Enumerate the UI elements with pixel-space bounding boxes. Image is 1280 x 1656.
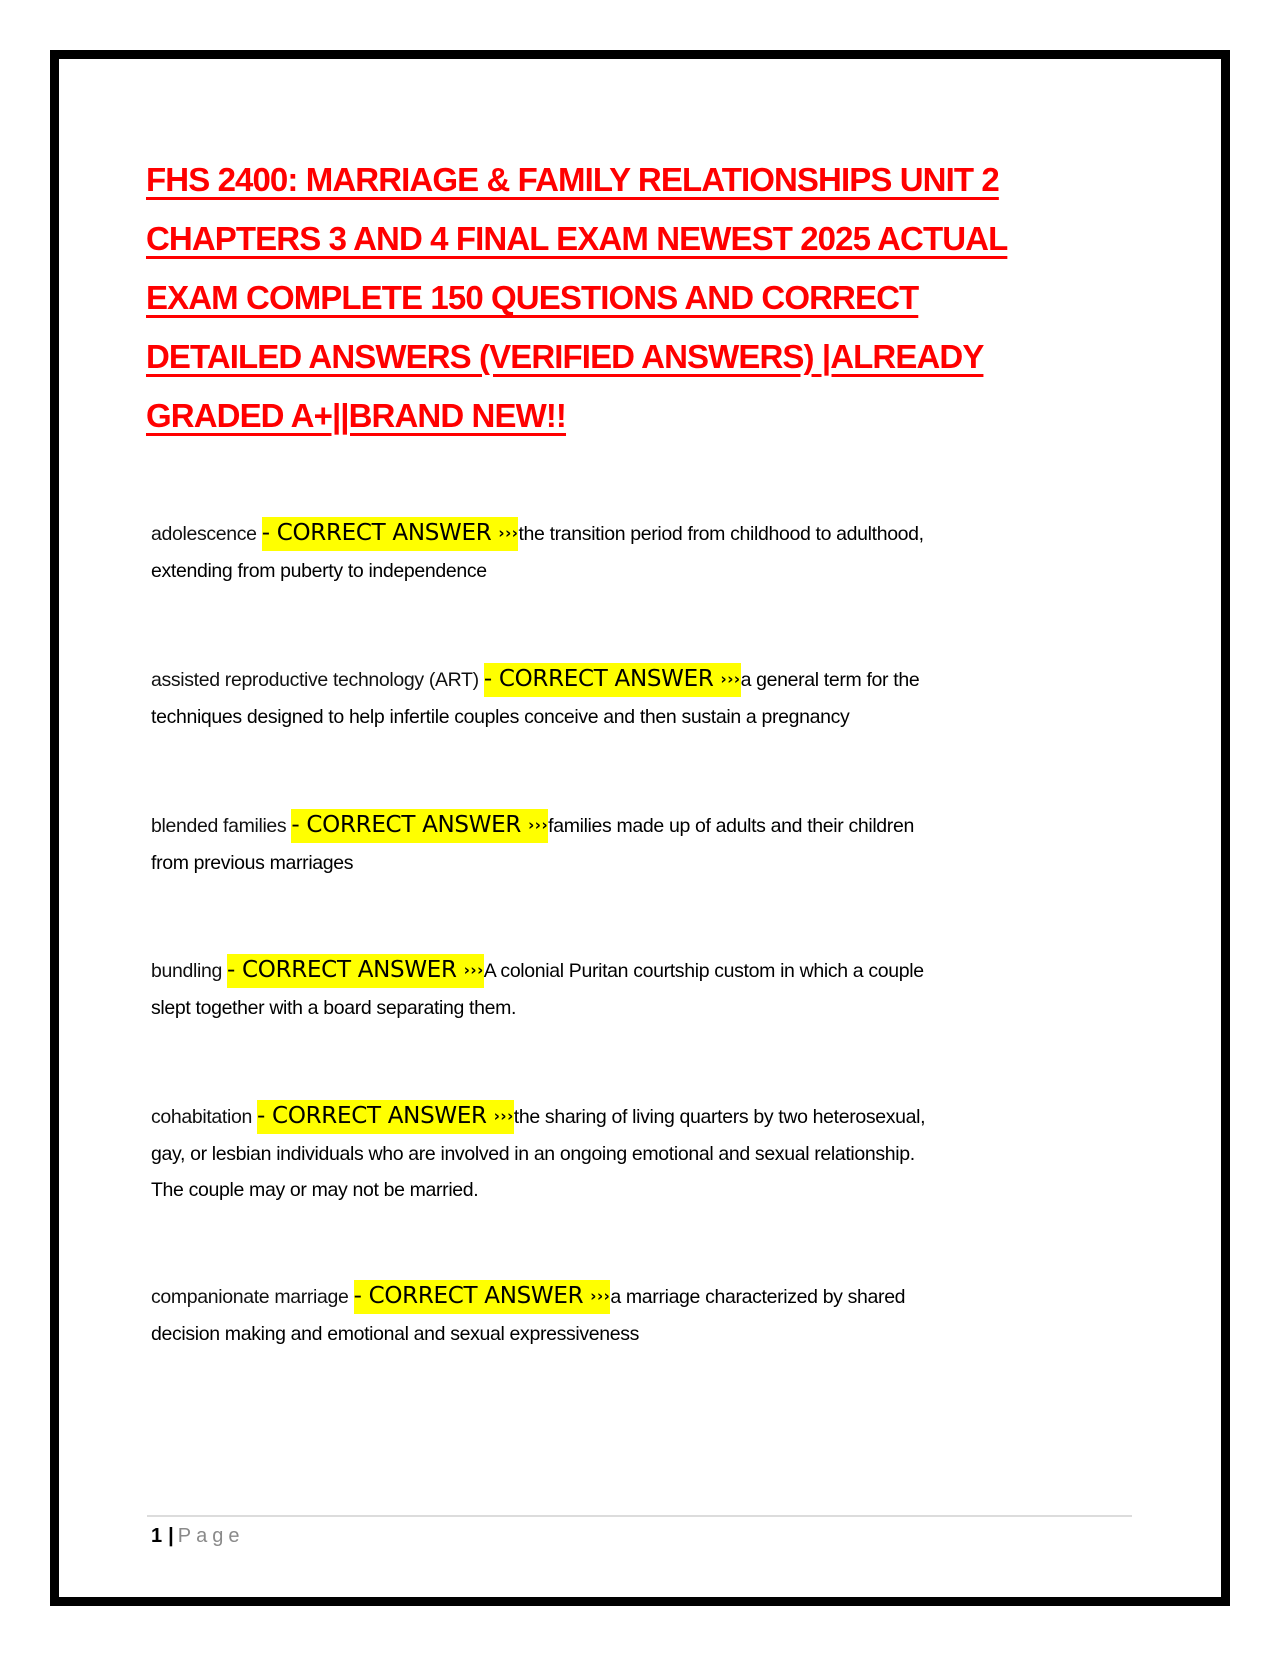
entry-line (151, 1098, 1141, 1136)
entry-definition-continued: from previous marriages (151, 852, 354, 874)
page-footer (151, 1522, 244, 1550)
correct-answer-marker (484, 663, 741, 697)
marker-label: - CORRECT ANSWER (483, 666, 721, 692)
correct-answer-marker (262, 517, 519, 551)
marker-label: - CORRECT ANSWER (227, 957, 464, 983)
title-line-4: DETAILED ANSWERS (VERIFIED ANSWERS) |ALREADY (146, 338, 984, 375)
entry-definition-continued: The couple may or may not be married. (151, 1179, 479, 1201)
triple-chevron-right-icon: ››› (463, 961, 484, 979)
triple-chevron-right-icon: ››› (498, 524, 519, 542)
triple-chevron-right-icon: ››› (720, 670, 741, 688)
page-separator: | (168, 1525, 174, 1547)
entry-definition: the transition period from childhood to adulthood, (518, 523, 924, 545)
correct-answer-marker (291, 809, 548, 843)
entry-term: adolescence (151, 523, 262, 545)
qa-entry-companionate-marriage (151, 1278, 1141, 1352)
entry-term: companionate marriage (151, 1286, 354, 1308)
qa-entry-assisted-reproductive-technology (151, 661, 1141, 735)
entry-line (151, 952, 1141, 990)
title-line-1: FHS 2400: MARRIAGE & FAMILY RELATIONSHIPS UNIT 2 (146, 161, 999, 198)
correct-answer-marker (354, 1280, 611, 1314)
triple-chevron-right-icon: ››› (590, 1287, 611, 1305)
entry-definition-continued: extending from puberty to independence (151, 560, 487, 582)
entry-term: bundling (151, 960, 228, 982)
entry-definition: a marriage characterized by shared (610, 1286, 906, 1308)
page-number: 1 (151, 1525, 163, 1547)
marker-label: - CORRECT ANSWER (261, 520, 499, 546)
page-label: Page (177, 1525, 245, 1547)
marker-label: - CORRECT ANSWER (257, 1103, 494, 1129)
qa-entry-blended-families (151, 807, 1141, 881)
entry-definition-continued: gay, or lesbian individuals who are involved in an ongoing emotional and sexual relationship. (151, 1143, 915, 1165)
entry-definition: families made up of adults and their children (548, 815, 914, 837)
document-title (146, 150, 1136, 445)
qa-entry-bundling (151, 952, 1141, 1026)
title-line-2: CHAPTERS 3 AND 4 FINAL EXAM NEWEST 2025 ACTUAL (146, 220, 1008, 257)
entry-term: assisted reproductive technology (ART) (151, 669, 484, 691)
entry-term: blended families (151, 815, 292, 837)
entry-line (151, 807, 1141, 845)
entry-definition-continued: techniques designed to help infertile couples conceive and then sustain a pregnancy (151, 706, 850, 728)
triple-chevron-right-icon: ››› (528, 816, 549, 834)
marker-label: - CORRECT ANSWER (353, 1283, 591, 1309)
qa-entry-cohabitation (151, 1098, 1141, 1208)
qa-entry-adolescence (151, 515, 1141, 589)
title-line-5: GRADED A+||BRAND NEW!! (146, 397, 567, 434)
entry-definition-continued: decision making and emotional and sexual expressiveness (151, 1323, 640, 1345)
correct-answer-marker (227, 954, 484, 988)
entry-definition: A colonial Puritan courtship custom in which a couple (483, 960, 924, 982)
entry-definition: the sharing of living quarters by two heterosexual, (513, 1106, 926, 1128)
entry-line (151, 1278, 1141, 1316)
correct-answer-marker (257, 1100, 514, 1134)
footer-divider (147, 1515, 1132, 1517)
entry-definition: a general term for the (740, 669, 920, 691)
entry-line (151, 515, 1141, 553)
triple-chevron-right-icon: ››› (493, 1107, 514, 1125)
entry-term: cohabitation (151, 1106, 258, 1128)
marker-label: - CORRECT ANSWER (291, 812, 529, 838)
entry-definition-continued: slept together with a board separating them. (151, 997, 517, 1019)
entry-line (151, 661, 1141, 699)
title-line-3: EXAM COMPLETE 150 QUESTIONS AND CORRECT (146, 279, 919, 316)
